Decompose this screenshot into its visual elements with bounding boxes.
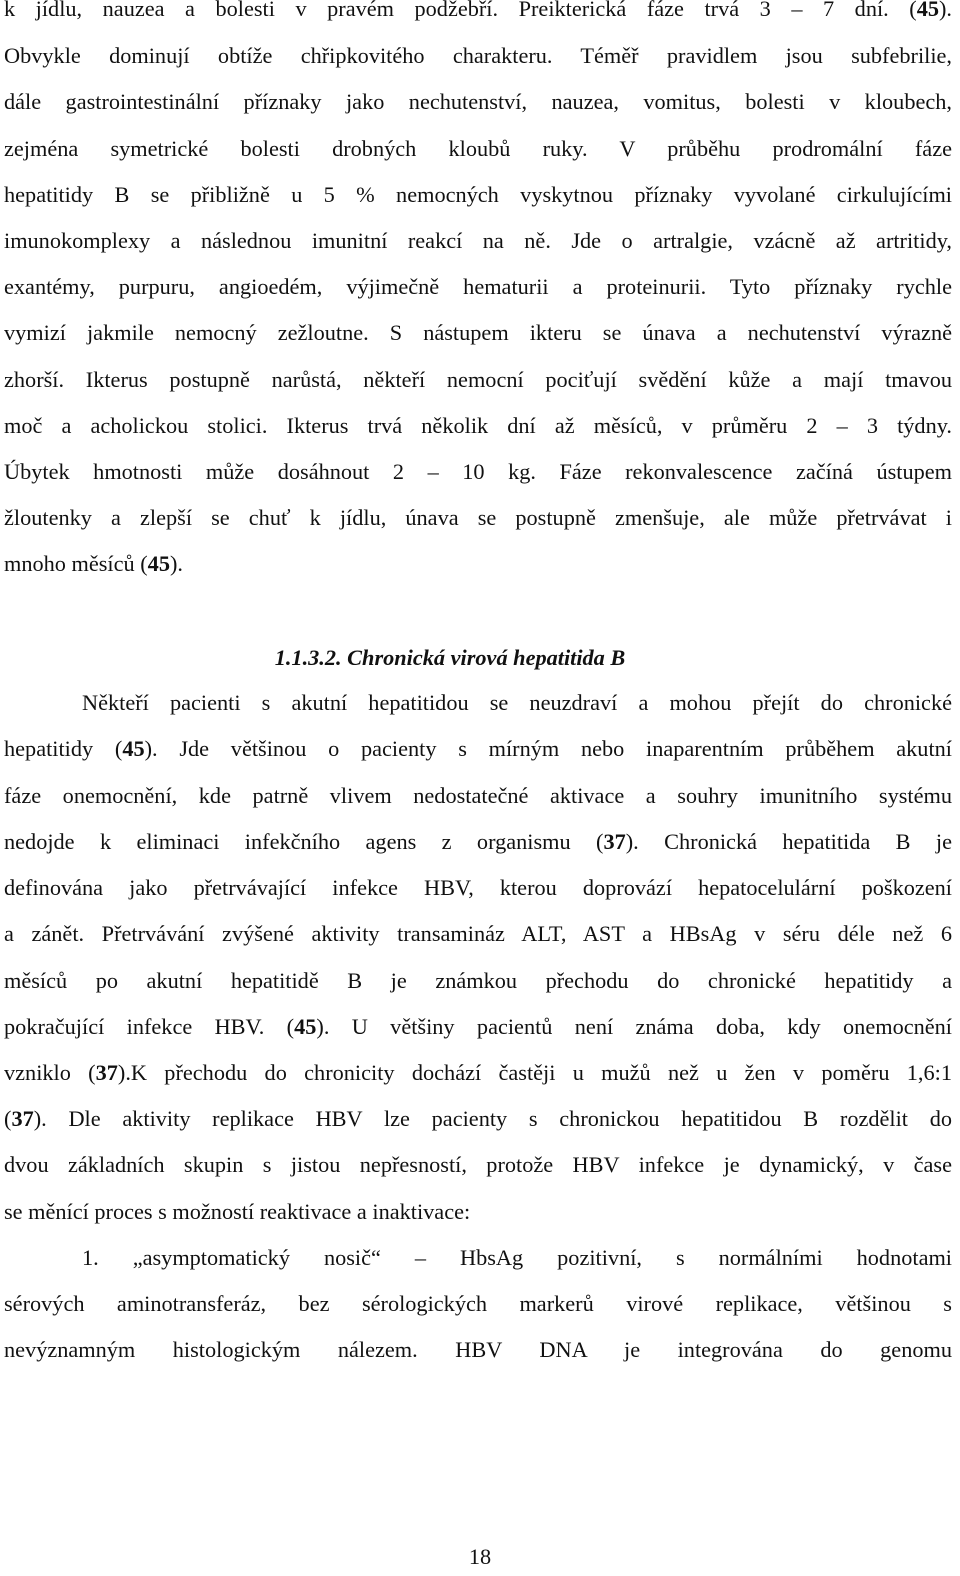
text-line: vzniklo (37).K přechodu do chronicity dochází častěji u mužů než u žen v poměru 1,6:1 bbox=[4, 1060, 952, 1085]
text-line: mnoho měsíců (45). bbox=[4, 551, 183, 576]
page-number: 18 bbox=[468, 1544, 492, 1569]
text-line: zhorší. Ikterus postupně narůstá, někteří nemocní pociťují svědění kůže a mají tmavou bbox=[4, 367, 952, 392]
text-line: imunokomplexy a následnou imunitní reakcí na ně. Jde o artralgie, vzácně až artritidy, bbox=[4, 228, 952, 253]
section-heading: 1.1.3.2. Chronická virová hepatitida B bbox=[274, 645, 626, 670]
text-line: a zánět. Přetrvávání zvýšené aktivity transamináz ALT, AST a HBsAg v séru déle než 6 bbox=[4, 921, 952, 946]
text-line: dále gastrointestinální příznaky jako nechutenství, nauzea, vomitus, bolesti v kloubech, bbox=[4, 89, 952, 114]
text-line: Obvykle dominují obtíže chřipkovitého charakteru. Téměř pravidlem jsou subfebrilie, bbox=[4, 43, 952, 68]
text-line: měsíců po akutní hepatitidě B je známkou přechodu do chronické hepatitidy a bbox=[4, 968, 952, 993]
text-line: hepatitidy (45). Jde většinou o pacienty s mírným nebo inaparentním průběhem akutní bbox=[4, 736, 952, 761]
text-line: exantémy, purpuru, angioedém, výjimečně hematurii a proteinurii. Tyto příznaky rychle bbox=[4, 274, 952, 299]
text-line: žloutenky a zlepší se chuť k jídlu, únava se postupně zmenšuje, ale může přetrvávat i bbox=[4, 505, 952, 530]
text-line: pokračující infekce HBV. (45). U většiny pacientů není známa doba, kdy onemocnění bbox=[4, 1014, 953, 1039]
text-line: dvou základních skupin s jistou nepřesností, protože HBV infekce je dynamický, v čase bbox=[4, 1152, 952, 1177]
text-line: fáze onemocnění, kde patrně vlivem nedostatečné aktivace a souhry imunitního systému bbox=[4, 783, 952, 808]
text-line: Úbytek hmotnosti může dosáhnout 2 – 10 kg. Fáze rekonvalescence začíná ústupem bbox=[4, 459, 952, 484]
text-line: k jídlu, nauzea a bolesti v pravém podžebří. Preikterická fáze trvá 3 – 7 dní. (45). bbox=[4, 0, 952, 21]
text-line: sérových aminotransferáz, bez sérologických markerů virové replikace, většinou s bbox=[4, 1291, 952, 1316]
text-line: vymizí jakmile nemocný zežloutne. S nástupem ikteru se únava a nechutenství výrazně bbox=[4, 320, 952, 345]
text-line: nedojde k eliminaci infekčního agens z organismu (37). Chronická hepatitida B je bbox=[4, 829, 952, 854]
text-line: zejména symetrické bolesti drobných kloubů ruky. V průběhu prodromální fáze bbox=[4, 136, 952, 161]
text-line: nevýznamným histologickým nálezem. HBV DNA je integrována do genomu bbox=[4, 1337, 952, 1362]
text-line: moč a acholickou stolici. Ikterus trvá několik dní až měsíců, v průměru 2 – 3 týdny. bbox=[4, 413, 952, 438]
text-line: (37). Dle aktivity replikace HBV lze pacienty s chronickou hepatitidou B rozdělit do bbox=[4, 1106, 952, 1131]
text-line: hepatitidy B se přibližně u 5 % nemocných vyskytnou příznaky vyvolané cirkulujícími bbox=[4, 182, 952, 207]
text-line: Někteří pacienti s akutní hepatitidou se neuzdraví a mohou přejít do chronické bbox=[82, 690, 952, 715]
list-item: 1. „asymptomatický nosič“ – HbsAg pozitivní, s normálními hodnotami bbox=[82, 1245, 952, 1270]
text-line: definována jako přetrvávající infekce HBV, kterou doprovází hepatocelulární poškození bbox=[4, 875, 952, 900]
text-line: se měnící proces s možností reaktivace a inaktivace: bbox=[4, 1199, 471, 1224]
